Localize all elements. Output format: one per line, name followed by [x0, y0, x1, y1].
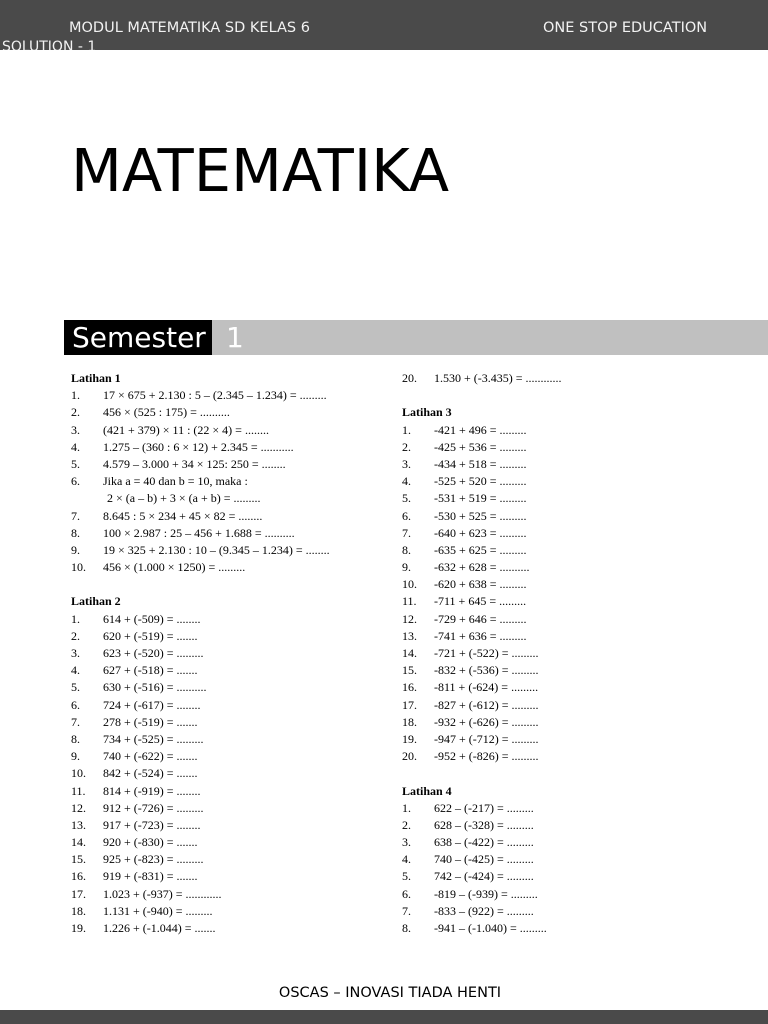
exercise-title: Latihan 3	[402, 405, 452, 420]
item-question: -425 + 536 = .........	[434, 439, 527, 454]
item-number: 8.	[71, 525, 80, 540]
exercise-item	[402, 800, 752, 817]
item-number: 7.	[402, 903, 411, 918]
item-question: -531 + 519 = .........	[434, 491, 527, 506]
item-number: 10.	[402, 577, 417, 592]
exercise-item	[402, 508, 752, 525]
exercise-item	[402, 886, 752, 903]
exercise-item	[71, 697, 391, 714]
item-number: 1.	[71, 611, 80, 626]
item-question: 742 – (-424) = .........	[434, 869, 534, 884]
exercise-item	[402, 525, 752, 542]
exercise-title: Latihan 2	[71, 594, 121, 609]
item-question: 814 + (-919) = ........	[103, 783, 201, 798]
exercise-item	[71, 542, 391, 559]
item-number: 1.	[71, 388, 80, 403]
item-number: 2.	[71, 628, 80, 643]
item-question: -833 – (922) = .........	[434, 903, 534, 918]
exercise-item	[71, 508, 391, 525]
item-question: 630 + (-516) = ..........	[103, 680, 207, 695]
page-header	[0, 0, 768, 50]
item-question: 920 + (-830) = .......	[103, 835, 198, 850]
item-number: 5.	[71, 680, 80, 695]
item-question: 4.579 – 3.000 + 34 × 125: 250 = ........	[103, 456, 286, 471]
item-number: 6.	[71, 474, 80, 489]
exercise-section	[71, 370, 391, 576]
exercise-item	[71, 817, 391, 834]
exercise-item	[71, 783, 391, 800]
item-question: -827 + (-612) = .........	[434, 697, 539, 712]
item-number: 20.	[402, 371, 417, 385]
item-question: 1.275 – (360 : 6 × 12) + 2.345 = ...........	[103, 439, 294, 454]
item-question: 1.530 + (-3.435) = ............	[434, 371, 562, 385]
item-question: 278 + (-519) = .......	[103, 714, 198, 729]
item-question: 740 + (-622) = .......	[103, 749, 198, 764]
item-question: -632 + 628 = ..........	[434, 560, 530, 575]
exercise-item	[402, 645, 752, 662]
item-question: 919 + (-831) = .......	[103, 869, 198, 884]
exercise-item	[71, 834, 391, 851]
exercise-item	[71, 525, 391, 542]
item-number: 5.	[402, 491, 411, 506]
item-question: -947 + (-712) = .........	[434, 731, 539, 746]
item-number: 18.	[71, 903, 86, 918]
exercise-item	[71, 628, 391, 645]
item-number: 4.	[402, 474, 411, 489]
item-number: 8.	[402, 542, 411, 557]
exercise-item	[71, 868, 391, 885]
exercise-item	[402, 748, 752, 765]
exercise-item	[402, 920, 752, 937]
exercise-item	[402, 611, 752, 628]
item-question: 1.023 + (-937) = ............	[103, 886, 222, 901]
item-number: 19.	[402, 731, 417, 746]
item-number: 2.	[71, 405, 80, 420]
item-question: -530 + 525 = .........	[434, 508, 527, 523]
right-column	[402, 370, 752, 954]
exercise-item	[402, 679, 752, 696]
item-number: 6.	[71, 697, 80, 712]
item-number: 9.	[71, 749, 80, 764]
exercise-item	[71, 387, 391, 404]
item-number: 14.	[402, 646, 417, 660]
semester-band	[64, 320, 768, 355]
exercise-section	[402, 404, 752, 765]
header-module-title: MODUL MATEMATIKA SD KELAS 6	[69, 20, 310, 36]
item-question: -640 + 623 = .........	[434, 525, 527, 540]
exercise-item	[402, 473, 752, 490]
item-question: 842 + (-524) = .......	[103, 766, 198, 781]
header-brand: ONE STOP EDUCATION	[543, 20, 708, 36]
exercise-item	[71, 886, 391, 903]
item-question: -952 + (-826) = .........	[434, 749, 539, 764]
item-number: 19.	[71, 921, 86, 935]
exercise-item	[71, 439, 391, 456]
item-question: 724 + (-617) = ........	[103, 697, 201, 712]
exercise-item	[71, 645, 391, 662]
page-footer: OSCAS – INOVASI TIADA HENTI	[278, 985, 502, 1001]
exercise-item	[402, 834, 752, 851]
item-question: -421 + 496 = .........	[434, 422, 527, 437]
item-number: 3.	[402, 456, 411, 471]
exercise-item	[71, 679, 391, 696]
exercise-item	[71, 456, 391, 473]
exercise-item	[402, 456, 752, 473]
item-number: 1.	[402, 800, 411, 815]
item-number: 20.	[402, 749, 417, 764]
item-number: 3.	[71, 646, 80, 660]
exercise-item	[402, 593, 752, 610]
item-question: 8.645 : 5 × 234 + 45 × 82 = ........	[103, 508, 263, 523]
item-question: -819 – (-939) = .........	[434, 886, 538, 901]
exercise-item	[71, 559, 391, 576]
item-number: 7.	[402, 525, 411, 540]
item-question: 456 × (1.000 × 1250) = .........	[103, 560, 246, 575]
item-number: 12.	[402, 611, 417, 626]
item-question: 917 + (-723) = ........	[103, 817, 201, 832]
item-number: 13.	[71, 817, 86, 832]
exercise-item	[402, 439, 752, 456]
exercise-item	[71, 404, 391, 421]
item-question: -741 + 636 = .........	[434, 628, 527, 643]
item-number: 8.	[402, 921, 411, 935]
item-number: 2.	[402, 439, 411, 454]
footer-bar	[0, 1010, 768, 1024]
item-number: 9.	[402, 560, 411, 575]
item-question: 17 × 675 + 2.130 : 5 – (2.345 – 1.234) = .........	[103, 388, 327, 403]
exercise-item	[402, 903, 752, 920]
exercise-item	[402, 576, 752, 593]
exercise-item	[402, 422, 752, 439]
item-question: (421 + 379) × 11 : (22 × 4) = ........	[103, 422, 269, 437]
page-title: MATEMATIKA	[71, 136, 450, 205]
item-number: 4.	[71, 439, 80, 454]
item-number: 17.	[402, 697, 417, 712]
item-question: 628 – (-328) = .........	[434, 817, 534, 832]
item-number: 3.	[402, 835, 411, 850]
item-number: 1.	[402, 422, 411, 437]
item-question: 912 + (-726) = .........	[103, 800, 204, 815]
item-question: 925 + (-823) = .........	[103, 852, 204, 867]
item-question: 638 – (-422) = .........	[434, 835, 534, 850]
item-number: 18.	[402, 714, 417, 729]
item-number: 7.	[71, 508, 80, 523]
exercise-item	[71, 765, 391, 782]
item-question: 1.131 + (-940) = .........	[103, 903, 213, 918]
semester-label: Semester	[64, 320, 212, 355]
item-question: 623 + (-520) = .........	[103, 646, 204, 660]
header-subtitle: SOLUTION - 1	[2, 39, 97, 50]
exercise-section	[71, 593, 391, 937]
exercise-item	[402, 490, 752, 507]
exercise-item	[402, 542, 752, 559]
item-question: -434 + 518 = .........	[434, 456, 527, 471]
item-question: 614 + (-509) = ........	[103, 611, 201, 626]
item-number: 17.	[71, 886, 86, 901]
item-question: 734 + (-525) = .........	[103, 731, 204, 746]
exercise-item	[402, 662, 752, 679]
item-number: 2.	[402, 817, 411, 832]
exercise-item	[402, 559, 752, 576]
item-question: 620 + (-519) = .......	[103, 628, 198, 643]
exercise-item	[71, 422, 391, 439]
exercise-item	[402, 714, 752, 731]
item-number: 12.	[71, 800, 86, 815]
item-question: -811 + (-624) = .........	[434, 680, 539, 695]
item-question: -932 + (-626) = .........	[434, 714, 539, 729]
item-number: 9.	[71, 542, 80, 557]
item-question: -941 – (-1.040) = .........	[434, 921, 547, 935]
exercise-item	[402, 817, 752, 834]
item-question: 456 × (525 : 175) = ..........	[103, 405, 230, 420]
item-number: 4.	[71, 663, 80, 678]
item-number: 7.	[71, 714, 80, 729]
item-number: 16.	[402, 680, 417, 695]
item-number: 10.	[71, 560, 86, 575]
item-question: -832 + (-536) = .........	[434, 663, 539, 678]
exercise-item	[71, 714, 391, 731]
exercise-item	[71, 800, 391, 817]
item-question: 740 – (-425) = .........	[434, 852, 534, 867]
left-column	[71, 370, 391, 954]
item-question: 627 + (-518) = .......	[103, 663, 198, 678]
item-number: 13.	[402, 628, 417, 643]
exercise-item	[71, 920, 391, 937]
item-number: 15.	[71, 852, 86, 867]
exercise-item	[402, 628, 752, 645]
exercise-item	[71, 473, 391, 490]
item-number: 15.	[402, 663, 417, 678]
exercise-item	[402, 370, 752, 387]
item-number: 16.	[71, 869, 86, 884]
exercise-item	[402, 697, 752, 714]
item-number: 3.	[71, 422, 80, 437]
exercise-item	[71, 851, 391, 868]
exercise-section	[402, 370, 752, 387]
semester-number: 1	[226, 321, 244, 354]
item-question: Jika a = 40 dan b = 10, maka :	[103, 474, 248, 489]
exercise-item	[71, 903, 391, 920]
item-number: 6.	[402, 508, 411, 523]
item-question: -525 + 520 = .........	[434, 474, 527, 489]
item-question: 100 × 2.987 : 25 – 456 + 1.688 = ..........	[103, 525, 295, 540]
exercise-title: Latihan 4	[402, 783, 452, 798]
exercise-section	[402, 783, 752, 938]
exercise-item	[71, 662, 391, 679]
item-number: 5.	[71, 456, 80, 471]
exercise-item	[402, 868, 752, 885]
item-number: 11.	[402, 594, 417, 609]
exercise-item	[71, 731, 391, 748]
item-question: -721 + (-522) = .........	[434, 646, 539, 660]
item-number: 6.	[402, 886, 411, 901]
item-number: 11.	[71, 783, 86, 798]
item-number: 10.	[71, 766, 86, 781]
exercise-item	[402, 851, 752, 868]
exercise-item	[71, 748, 391, 765]
item-question: -711 + 645 = .........	[434, 594, 527, 609]
exercise-item	[402, 731, 752, 748]
item-number: 14.	[71, 835, 86, 850]
item-question: -635 + 625 = .........	[434, 542, 527, 557]
exercise-item	[71, 611, 391, 628]
item-question: 622 – (-217) = .........	[434, 800, 534, 815]
item-question: -729 + 646 = .........	[434, 611, 527, 626]
item-number: 4.	[402, 852, 411, 867]
item-number: 8.	[71, 731, 80, 746]
item-question: 1.226 + (-1.044) = .......	[103, 921, 216, 935]
item-question: -620 + 638 = .........	[434, 577, 527, 592]
item-number: 5.	[402, 869, 411, 884]
exercise-title: Latihan 1	[71, 371, 121, 385]
item-question-continuation: 2 × (a – b) + 3 × (a + b) = .........	[107, 491, 261, 506]
item-question: 19 × 325 + 2.130 : 10 – (9.345 – 1.234) = ........	[103, 542, 330, 557]
